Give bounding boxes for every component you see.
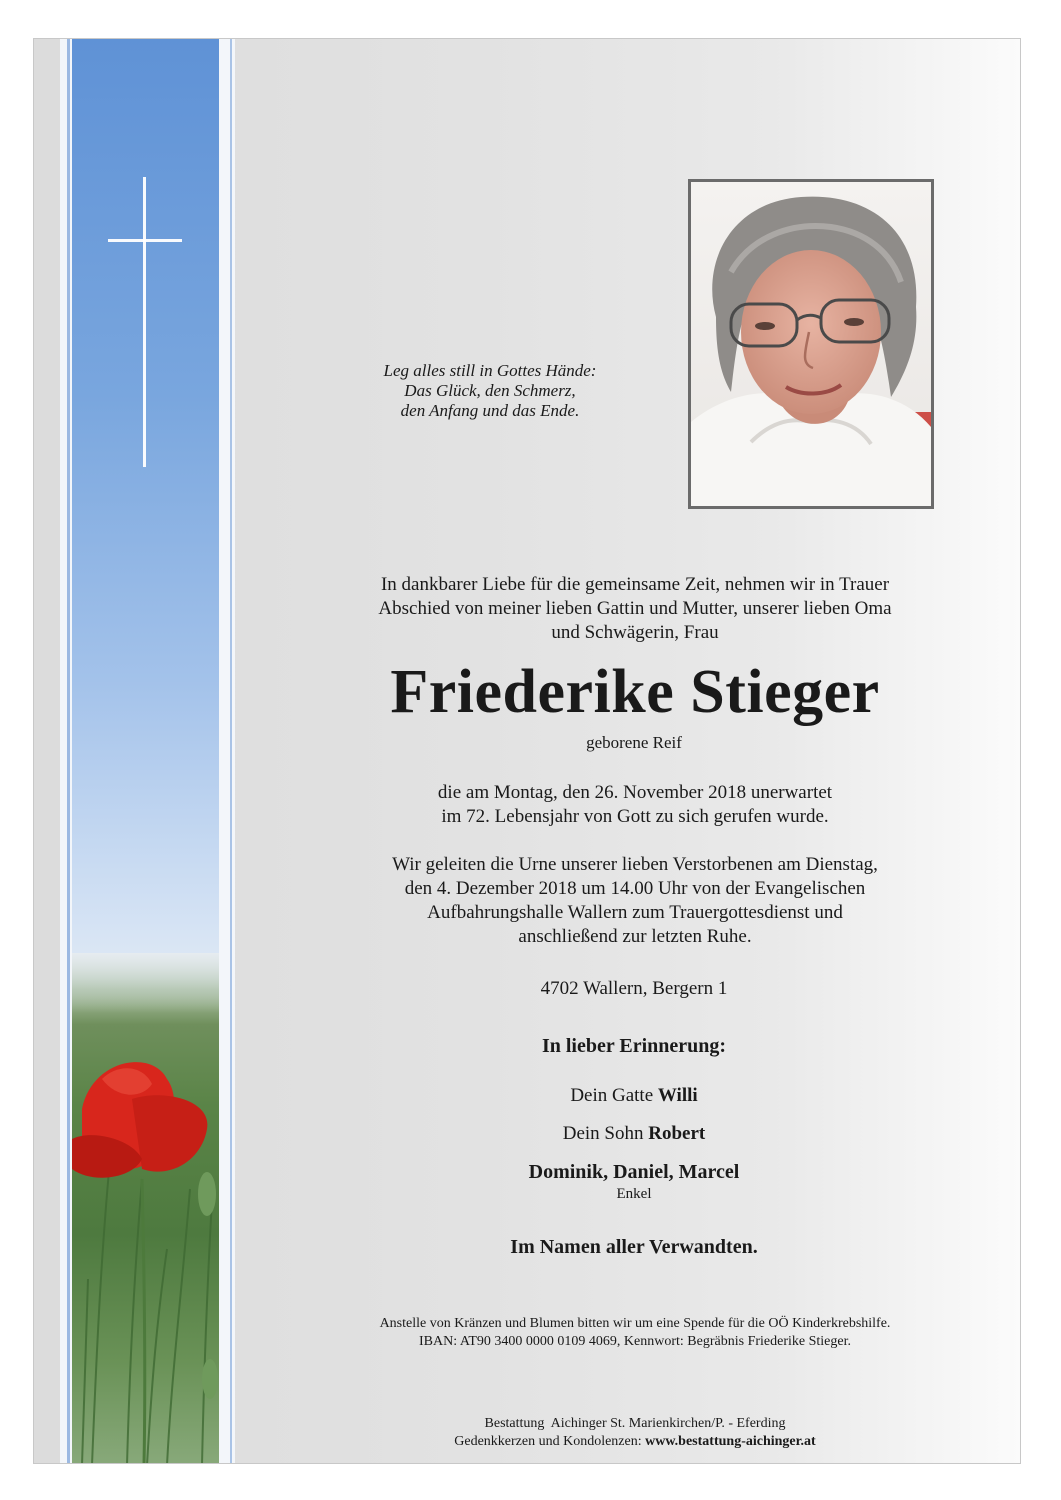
mourner-prefix: Dein Gatte (570, 1085, 654, 1106)
funeral-line: den 4. Dezember 2018 um 14.00 Uhr von der Evangelischen (404, 878, 866, 899)
intro-line: Abschied von meiner lieben Gattin und Mutter, unserer lieben Oma (378, 598, 892, 619)
funeral-details (324, 853, 946, 949)
obituary-card (33, 38, 1021, 1464)
mourner-husband (434, 1084, 834, 1108)
intro-line: und Schwägerin, Frau (551, 622, 719, 643)
mourner-name: Robert (648, 1123, 706, 1144)
side-line-right (230, 39, 232, 1464)
donation-note (294, 1315, 976, 1351)
mourner-prefix: Dein Sohn (562, 1123, 644, 1144)
verse-line: Das Glück, den Schmerz, (404, 381, 576, 400)
cross-icon (143, 177, 146, 467)
mourner-name: Willi (657, 1085, 698, 1106)
donation-line: Anstelle von Kränzen und Blumen bitten wir um eine Spende für die OÖ Kinderkrebshilfe. (379, 1316, 891, 1331)
website-link[interactable]: www.bestattung-aichinger.at (645, 1434, 816, 1449)
verse-line: Leg alles still in Gottes Hände: (383, 361, 597, 380)
footer (334, 1415, 936, 1451)
verse (354, 361, 626, 421)
side-line-left (67, 39, 70, 1464)
mourner-grandchildren: Dominik, Daniel, Marcel (528, 1161, 740, 1183)
death-line: im 72. Lebensjahr von Gott zu sich gerufen wurde. (441, 806, 829, 827)
grandchildren-role: Enkel (616, 1186, 652, 1202)
donation-line: IBAN: AT90 3400 0000 0109 4069, Kennwort: Begräbnis Friederike Stieger. (418, 1334, 851, 1349)
funeral-line: Aufbahrungshalle Wallern zum Trauergottesdienst und (427, 902, 843, 923)
memory-heading: In lieber Erinnerung: (541, 1035, 727, 1057)
cross-icon-bar (108, 239, 182, 242)
condolence-prefix: Gedenkkerzen und Kondolenzen: (454, 1434, 642, 1449)
death-line: die am Montag, den 26. November 2018 unerwartet (437, 782, 833, 803)
intro-text (324, 573, 946, 645)
funeral-home: Bestattung Aichinger St. Marienkirchen/P. - Eferding (484, 1416, 786, 1431)
intro-line: In dankbarer Liebe für die gemeinsame Zeit, nehmen wir in Trauer (380, 574, 890, 595)
funeral-line: anschließend zur letzten Ruhe. (518, 926, 752, 947)
deceased-name: Friederike Stieger (390, 658, 880, 726)
death-notice (324, 781, 946, 829)
verse-line: den Anfang und das Ende. (400, 401, 580, 420)
birth-name: geborene Reif (586, 733, 682, 752)
mourner-son (434, 1122, 834, 1146)
funeral-line: Wir geleiten die Urne unserer lieben Verstorbenen am Dienstag, (392, 854, 878, 875)
condolence-line (334, 1433, 936, 1451)
address: 4702 Wallern, Bergern 1 (540, 978, 728, 999)
portrait-photo (688, 179, 934, 509)
portrait-image (691, 182, 931, 506)
closing-line: Im Namen aller Verwandten. (510, 1236, 758, 1258)
